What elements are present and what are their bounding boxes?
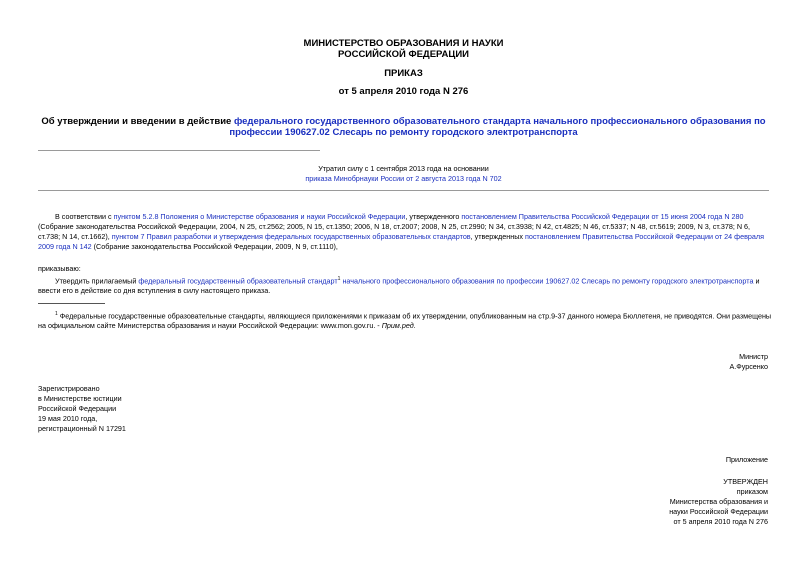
registration-block	[38, 384, 126, 434]
standard-profession-link[interactable]: начального профессионального образования по профессии 190627.02 Слесарь по ремонту городского электротранспорта	[342, 276, 754, 286]
signature-block	[560, 352, 768, 372]
order-label: приказываю:	[38, 264, 81, 273]
approval-line: науки Российской Федерации	[669, 507, 768, 516]
preamble-text: , утвержденного	[405, 212, 462, 221]
appendix-label: Приложение	[725, 455, 768, 464]
footnote-text: на официальном сайте Министерства образования и науки Российской Федерации: www.mon.gov.ru. -	[38, 321, 382, 331]
doc-type: ПРИКАЗ	[384, 68, 423, 79]
registration-line: Российской Федерации	[38, 404, 117, 413]
expiry-note	[0, 164, 807, 184]
expiry-line: Утратил силу с 1 сентября 2013 года на основании	[318, 164, 489, 173]
title-prefix: Об утверждении и введении в действие	[41, 116, 234, 127]
order-text: ввести его в действие со дня вступления в силу настоящего приказа.	[38, 286, 271, 296]
order-text: Утвердить прилагаемый	[55, 276, 139, 286]
approval-line: Министерства образования и	[669, 497, 768, 506]
registration-line: Зарегистрировано	[38, 384, 100, 393]
expiry-order-link[interactable]: приказа Минобрнауки России от 2 августа 2013 года N 702	[305, 174, 502, 183]
footnote-marker: 1	[55, 311, 58, 317]
doc-date: от 5 апреля 2010 года N 276	[338, 86, 469, 97]
approval-line: приказом	[736, 487, 768, 496]
government-resolution-2-link-cont[interactable]: 2009 года N 142	[38, 242, 92, 251]
editor-note: Прим.ред.	[381, 321, 416, 331]
document-title	[20, 116, 787, 138]
approval-block	[560, 477, 768, 527]
preamble-text: (Собрание законодательства Российской Федерации, 2004, N 25, ст.2562; 2005, N 15, ст.1350; 2006, N 18, ст.2007; 2008, N 25, ст.2990; N 34, ст.3938; N 42, ст.4825; N 46, ст.5337; N 48, ст.5619; 2009, N 3, ст.378; N 6,	[38, 222, 751, 231]
registration-line: 19 мая 2010 года,	[38, 414, 98, 423]
ministry-name	[0, 38, 807, 60]
title-standard-link[interactable]: федерального государственного образовательного стандарта начального профессионального образования по	[233, 116, 766, 127]
government-resolution-2-link[interactable]: постановлением Правительства Российской Федерации от 24 февраля	[524, 232, 764, 241]
preamble-text: , утвержденных	[470, 232, 525, 241]
separator-expiry	[38, 190, 769, 191]
preamble-text: (Собрание законодательства Российской Федерации, 2009, N 9, ст.1110),	[91, 242, 338, 251]
preamble-text: ст.738; N 14, ст.1662),	[38, 232, 112, 241]
standard-link[interactable]: федеральный государственный образовательный стандарт	[138, 276, 338, 286]
order-text: и	[753, 276, 760, 286]
signature-name: А.Фурсенко	[729, 362, 768, 371]
preamble-paragraph	[38, 212, 773, 252]
preamble-text: В соответствии с	[55, 212, 114, 221]
rules-link[interactable]: пунктом 7 Правил разработки и утверждения федеральных государственных образовательных стандартов	[111, 232, 471, 241]
signature-title: Министр	[739, 352, 768, 361]
footnote-separator	[38, 303, 105, 304]
registration-line: в Министерстве юстиции	[38, 394, 122, 403]
footnote-text: Федеральные государственные образовательные стандарты, являющиеся приложениями к приказам об их утверждении, опубликованным на стр.9-37 данного номера Бюллетеня, не приводятся. Они размещены	[57, 311, 772, 321]
footnote-ref[interactable]: 1	[337, 276, 341, 282]
separator-top	[38, 150, 320, 151]
regulation-link[interactable]: пунктом 5.2.8 Положения о Министерстве образования и науки Российской Федерации	[113, 212, 406, 221]
footnote	[38, 309, 773, 331]
ministry-line-2: РОССИЙСКОЙ ФЕДЕРАЦИИ	[337, 49, 469, 60]
registration-line: регистрационный N 17291	[38, 424, 126, 433]
ministry-line-1: МИНИСТЕРСТВО ОБРАЗОВАНИЯ И НАУКИ	[303, 38, 504, 49]
approved-label: УТВЕРЖДЕН	[723, 477, 768, 486]
approval-line: от 5 апреля 2010 года N 276	[673, 517, 768, 526]
title-standard-link-cont[interactable]: профессии 190627.02 Слесарь по ремонту городского электротранспорта	[229, 127, 578, 138]
order-paragraph	[38, 274, 773, 296]
government-resolution-link[interactable]: постановлением Правительства Российской Федерации от 15 июня 2004 года N 280	[461, 212, 744, 221]
